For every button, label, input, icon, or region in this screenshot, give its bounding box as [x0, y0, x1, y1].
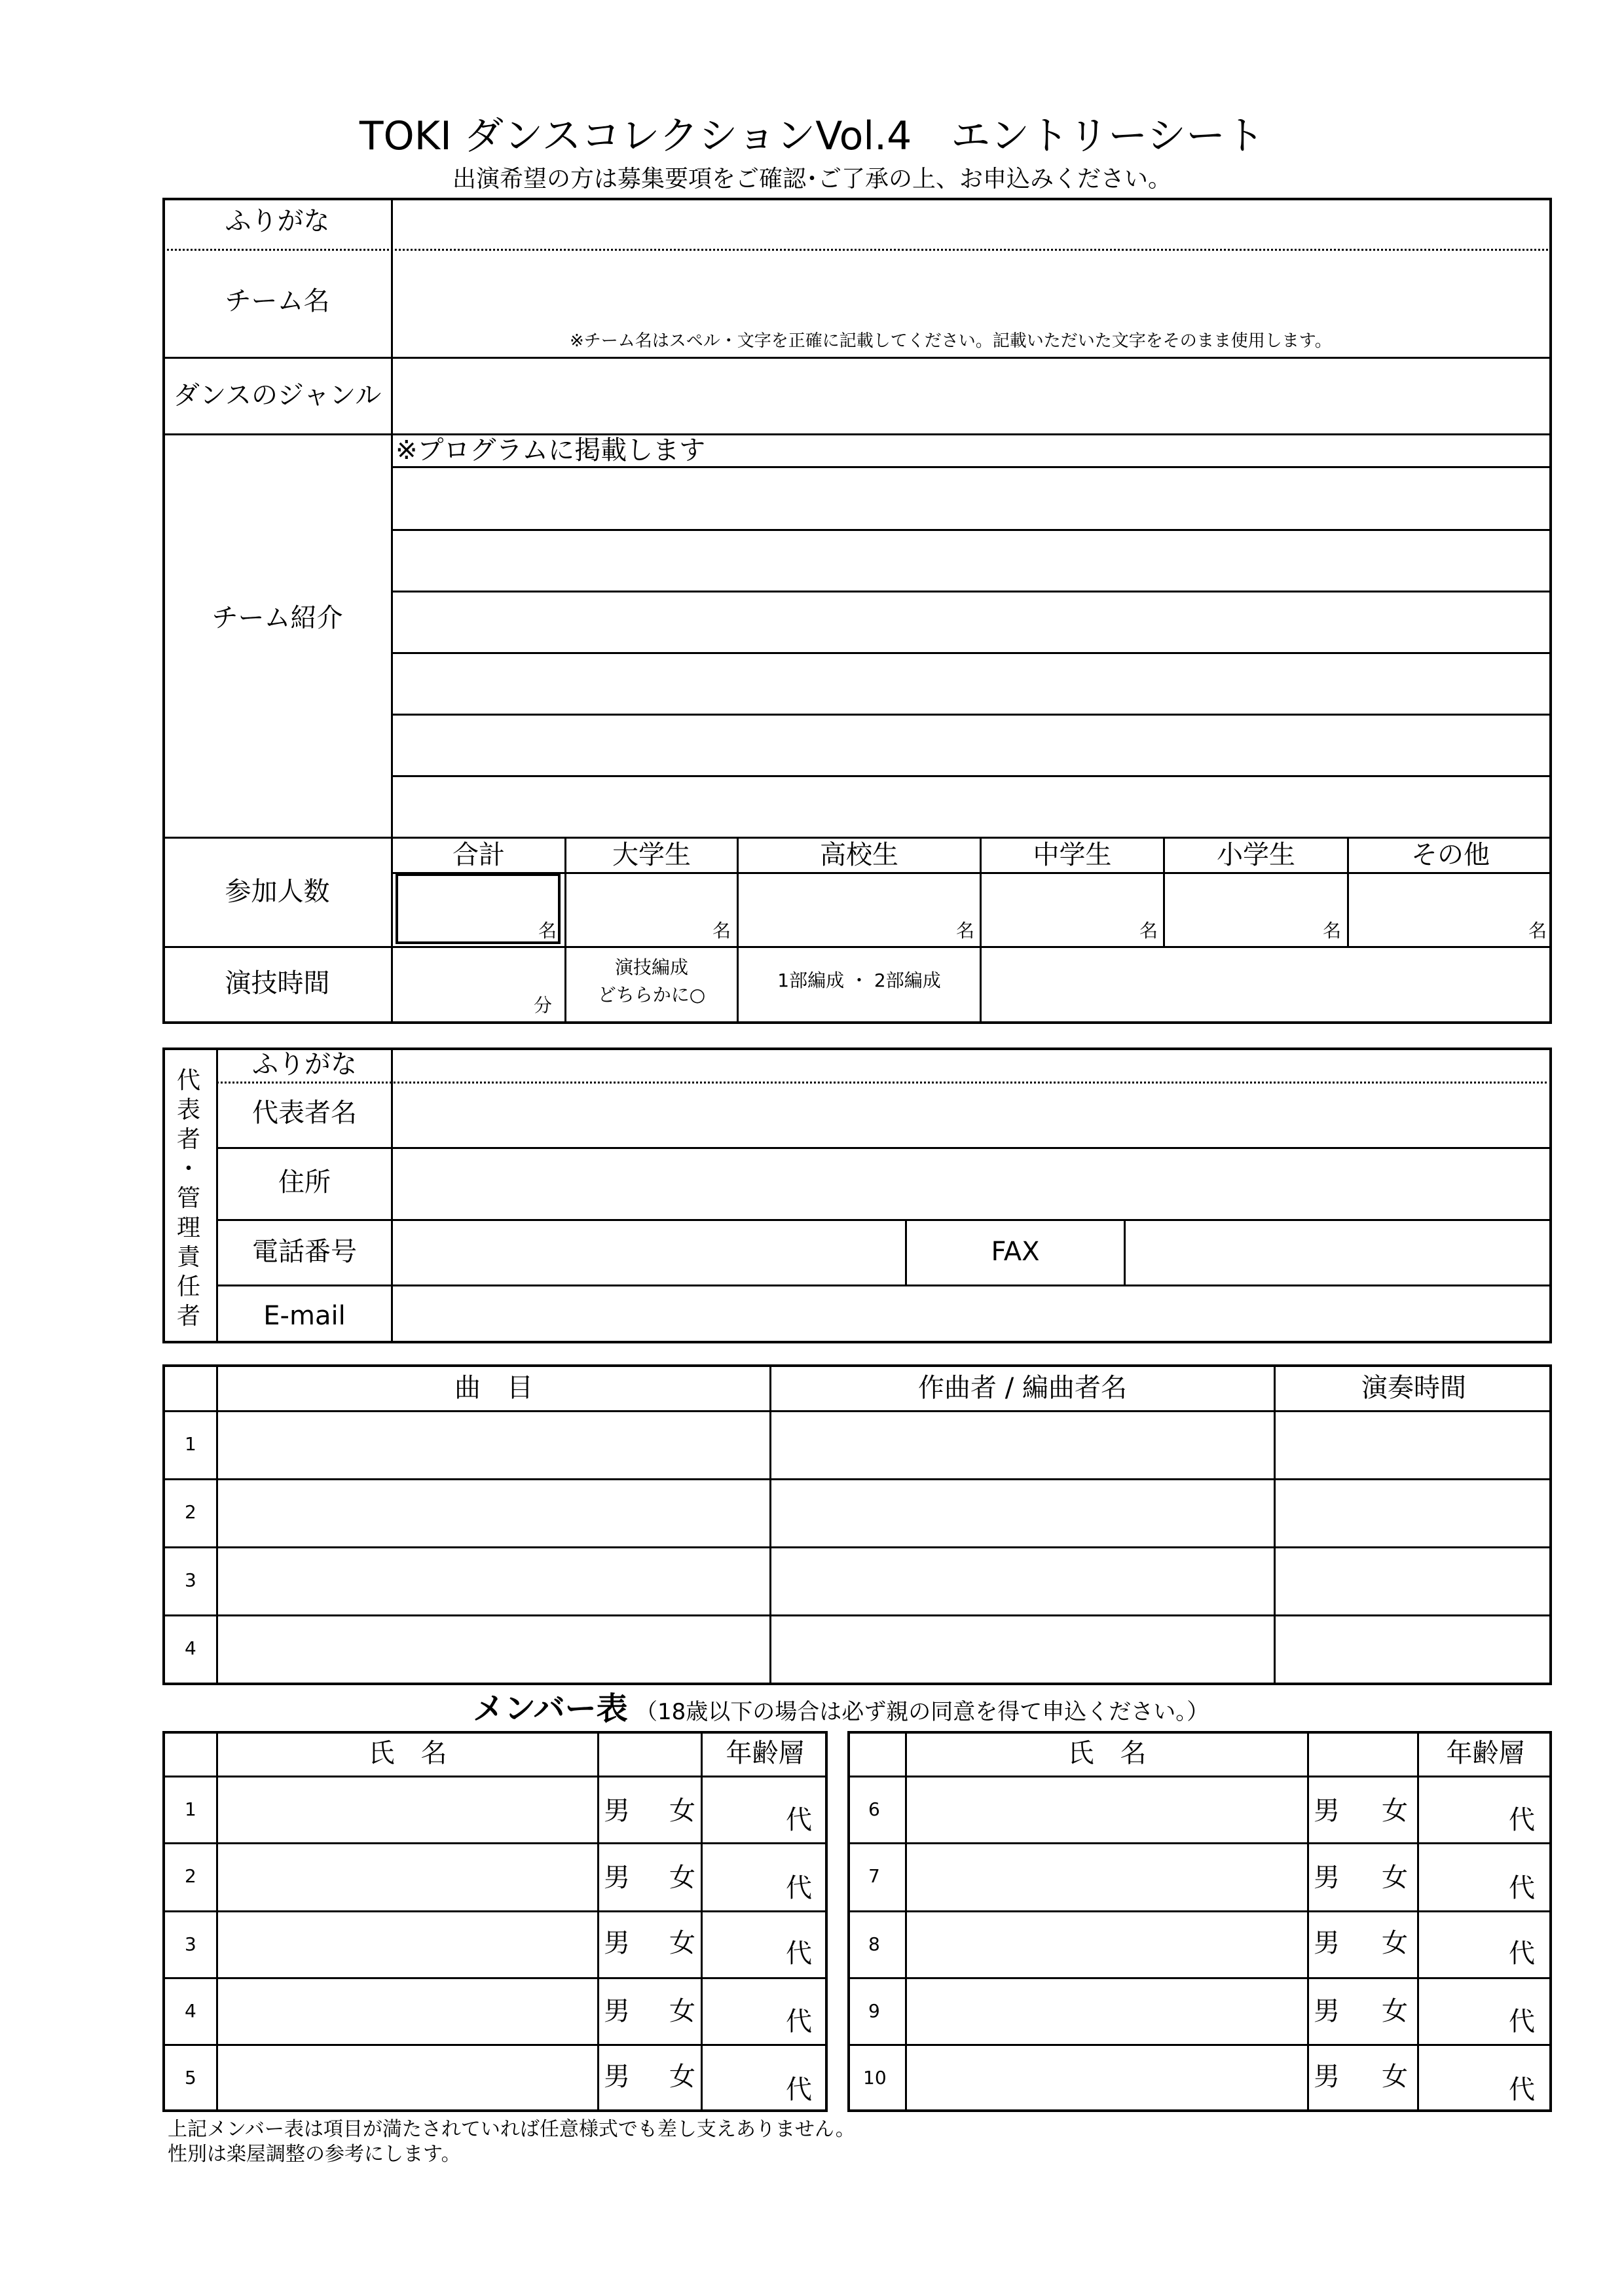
female-option[interactable]: 女: [669, 1928, 695, 1958]
divider: [162, 1410, 1552, 1412]
col-total: 合計: [452, 840, 505, 870]
divider: [216, 1731, 218, 2112]
song-title-cell[interactable]: [219, 1413, 769, 1477]
unit-label: 名: [712, 920, 731, 941]
phone-label: 電話番号: [252, 1237, 357, 1267]
col-highschool: 高校生: [820, 840, 898, 870]
genre-input[interactable]: [393, 359, 1550, 431]
male-option[interactable]: 男: [604, 1996, 630, 2026]
member-name-cell[interactable]: [219, 2047, 596, 2109]
row-number: 1: [185, 1798, 196, 1820]
age-unit: 代: [786, 1805, 812, 1835]
divider: [847, 2044, 1552, 2046]
page-subtitle: 出演希望の方は募集要項をご確認･ご了承の上、お申込みください。: [452, 166, 1172, 192]
duration-cell[interactable]: [1276, 1549, 1550, 1613]
rep-name-label: 代表者名: [252, 1098, 357, 1128]
member-name-cell[interactable]: [219, 1845, 596, 1909]
divider: [216, 1285, 1552, 1286]
row-number: 8: [868, 1933, 880, 1955]
divider: [162, 1977, 828, 1979]
divider: [162, 1842, 828, 1844]
female-option[interactable]: 女: [669, 1996, 695, 2026]
divider: [162, 2044, 828, 2046]
member-name-cell[interactable]: [219, 1778, 596, 1841]
male-option[interactable]: 男: [1314, 1996, 1340, 2026]
col-university: 大学生: [612, 840, 691, 870]
intro-line: [391, 466, 1552, 468]
age-unit: 代: [1509, 2007, 1535, 2037]
col-elementary: 小学生: [1217, 840, 1295, 870]
format-instruction: どちらかに○: [597, 984, 706, 1006]
female-option[interactable]: 女: [1382, 2062, 1408, 2092]
divider: [1274, 1364, 1276, 1685]
email-input[interactable]: [393, 1287, 1550, 1341]
address-label: 住所: [278, 1167, 331, 1197]
divider: [905, 1731, 907, 2112]
duration-cell[interactable]: [1276, 1413, 1550, 1477]
rep-side-label: 代 表 者 ・ 管 理 責 任 者: [176, 1067, 200, 1330]
col-other: その他: [1411, 840, 1490, 870]
song-title-cell[interactable]: [219, 1617, 769, 1681]
performance-label: 演技時間: [225, 968, 330, 998]
member-name-header: 氏 名: [1067, 1738, 1147, 1768]
genre-label: ダンスのジャンル: [173, 380, 382, 410]
furigana-label: ふりがな: [225, 206, 330, 236]
member-name-cell[interactable]: [908, 1845, 1306, 1909]
composer-cell[interactable]: [772, 1549, 1273, 1613]
divider: [701, 1731, 703, 2112]
composer-cell[interactable]: [772, 1617, 1273, 1681]
row-number: 7: [868, 1865, 880, 1887]
divider: [162, 1776, 828, 1777]
duration-cell[interactable]: [1276, 1481, 1550, 1545]
participants-label: 参加人数: [225, 877, 330, 907]
age-header: 年齢層: [1446, 1738, 1525, 1768]
unit-label: 名: [1528, 920, 1547, 941]
unit-label: 名: [1139, 920, 1158, 941]
male-option[interactable]: 男: [1314, 1796, 1340, 1826]
row-number: 3: [185, 1933, 196, 1955]
female-option[interactable]: 女: [669, 1796, 695, 1826]
composer-cell[interactable]: [772, 1413, 1273, 1477]
format-label: 演技編成: [614, 957, 688, 978]
age-unit: 代: [786, 2007, 812, 2037]
male-option[interactable]: 男: [604, 1928, 630, 1958]
total-count-box[interactable]: [396, 873, 561, 944]
divider: [216, 1364, 218, 1685]
divider: [162, 1546, 1552, 1548]
divider: [847, 1910, 1552, 1912]
row-number: 2: [185, 1501, 196, 1523]
age-unit: 代: [1509, 1939, 1535, 1969]
divider: [1417, 1731, 1419, 2112]
rep-name-input[interactable]: [393, 1084, 1550, 1146]
unit-label: 名: [956, 920, 975, 941]
footer-note: 上記メンバー表は項目が満たされていれば任意様式でも差し支えありません。: [168, 2118, 855, 2141]
team-name-note: ※チーム名はスペル・文字を正確に記載してください。記載いただいた文字をそのまま使用します。: [570, 331, 1332, 351]
address-input[interactable]: [393, 1150, 1550, 1218]
divider: [162, 357, 1552, 359]
row-number: 5: [185, 2067, 196, 2088]
dotted-divider: [162, 249, 1552, 251]
female-option[interactable]: 女: [669, 2062, 695, 2092]
row-number: 1: [185, 1433, 196, 1455]
composer-header: 作曲者 / 編曲者名: [918, 1373, 1127, 1403]
age-unit: 代: [1509, 1873, 1535, 1903]
divider: [769, 1364, 771, 1685]
age-unit: 代: [786, 1939, 812, 1969]
intro-note: ※プログラムに掲載します: [396, 435, 706, 465]
female-option[interactable]: 女: [1382, 1796, 1408, 1826]
divider: [162, 1910, 828, 1912]
age-unit: 代: [786, 2075, 812, 2105]
member-name-cell[interactable]: [219, 1980, 596, 2043]
male-option[interactable]: 男: [1314, 1928, 1340, 1958]
dotted-divider: [216, 1082, 1552, 1084]
phone-input[interactable]: [393, 1222, 904, 1283]
row-number: 4: [185, 2000, 196, 2022]
furigana-input[interactable]: [393, 200, 1550, 248]
member-name-cell[interactable]: [908, 2047, 1306, 2109]
divider: [597, 1731, 599, 2112]
divider: [847, 1776, 1552, 1777]
divider: [847, 1977, 1552, 1979]
minutes-unit: 分: [534, 994, 553, 1016]
members-heading: メンバー表: [473, 1690, 628, 1727]
male-option[interactable]: 男: [1314, 2062, 1340, 2092]
divider: [216, 1219, 1552, 1221]
rep-furigana-label: ふりがな: [252, 1049, 357, 1080]
members-note: （18歳以下の場合は必ず親の同意を得て申込ください。）: [635, 1699, 1209, 1725]
row-number: 6: [868, 1798, 880, 1820]
male-option[interactable]: 男: [604, 1796, 630, 1826]
footer-note: 性別は楽屋調整の参考にします。: [168, 2143, 461, 2166]
page-title: TOKI ダンスコレクションVol.4 エントリーシート: [359, 113, 1265, 159]
male-option[interactable]: 男: [604, 1863, 630, 1893]
member-name-cell[interactable]: [908, 1913, 1306, 1976]
member-name-header: 氏 名: [368, 1738, 447, 1768]
duration-cell[interactable]: [1276, 1617, 1550, 1681]
male-option[interactable]: 男: [604, 2062, 630, 2092]
row-number: 9: [868, 2000, 880, 2022]
female-option[interactable]: 女: [1382, 1996, 1408, 2026]
male-option[interactable]: 男: [1314, 1863, 1340, 1893]
age-header: 年齢層: [726, 1738, 805, 1768]
female-option[interactable]: 女: [1382, 1928, 1408, 1958]
divider: [162, 837, 1552, 839]
divider: [216, 1147, 1552, 1149]
divider: [847, 1842, 1552, 1844]
song-title-cell[interactable]: [219, 1481, 769, 1545]
rep-furigana-input[interactable]: [393, 1050, 1550, 1080]
divider: [216, 1048, 218, 1343]
composer-cell[interactable]: [772, 1481, 1273, 1545]
female-option[interactable]: 女: [1382, 1863, 1408, 1893]
duration-header: 演奏時間: [1361, 1373, 1466, 1403]
email-label: E-mail: [263, 1301, 346, 1331]
row-number: 10: [863, 2067, 887, 2088]
intro-label: チーム紹介: [212, 603, 343, 633]
age-unit: 代: [1509, 2075, 1535, 2105]
row-number: 2: [185, 1865, 196, 1887]
member-name-cell[interactable]: [908, 1980, 1306, 2043]
song-title-cell[interactable]: [219, 1549, 769, 1613]
song-title-header: 曲 目: [454, 1373, 533, 1403]
female-option[interactable]: 女: [669, 1863, 695, 1893]
age-unit: 代: [786, 1873, 812, 1903]
age-unit: 代: [1509, 1805, 1535, 1835]
member-name-cell[interactable]: [908, 1778, 1306, 1841]
format-options[interactable]: 1部編成 ・ 2部編成: [777, 970, 941, 991]
intro-input[interactable]: [393, 469, 1550, 835]
unit-label: 名: [538, 920, 557, 941]
divider: [1307, 1731, 1309, 2112]
divider: [162, 1478, 1552, 1480]
divider: [1124, 1219, 1126, 1285]
divider: [162, 1614, 1552, 1616]
divider: [162, 433, 1552, 435]
row-number: 4: [185, 1637, 196, 1659]
row-number: 3: [185, 1569, 196, 1591]
divider: [162, 946, 1552, 948]
col-juniorhigh: 中学生: [1033, 840, 1112, 870]
team-name-label: チーム名: [225, 286, 330, 316]
unit-label: 名: [1323, 920, 1342, 941]
member-name-cell[interactable]: [219, 1913, 596, 1976]
fax-label: FAX: [991, 1237, 1040, 1267]
fax-input[interactable]: [1126, 1222, 1550, 1283]
